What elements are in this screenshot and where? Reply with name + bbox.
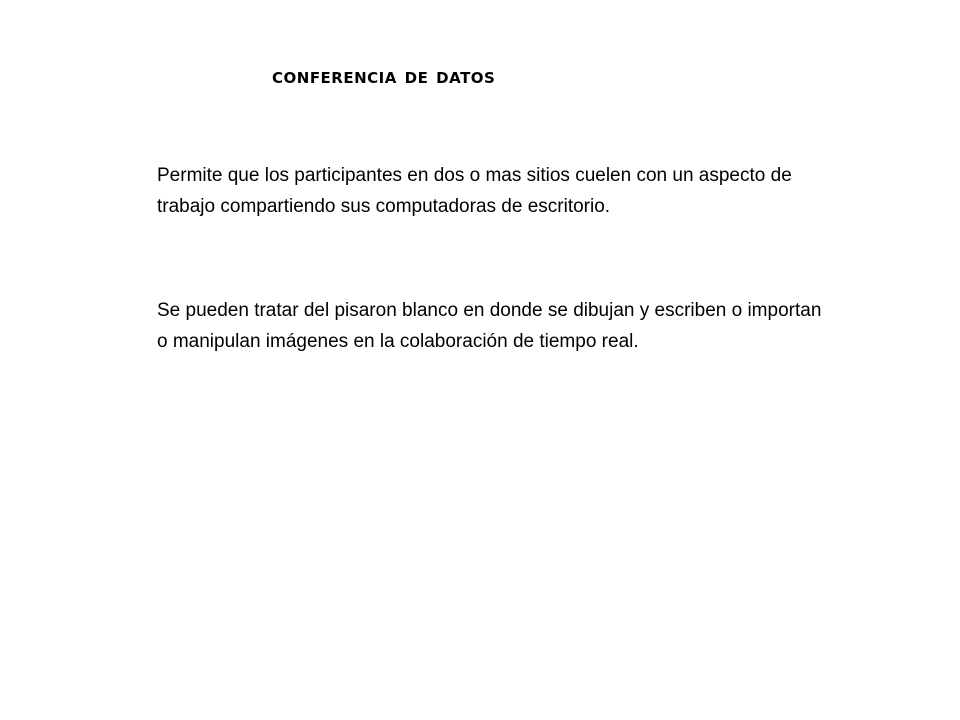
paragraph-whiteboard: Se pueden tratar del pisaron blanco en donde se dibujan y escriben o importan o manipulan imágenes en la colaboración de tiempo real.	[157, 300, 822, 352]
paragraph-description: Permite que los participantes en dos o mas sitios cuelen con un aspecto de trabajo compartiendo sus computadoras de escritorio.	[157, 165, 792, 217]
slide-title: conferencia de datos	[272, 64, 496, 88]
